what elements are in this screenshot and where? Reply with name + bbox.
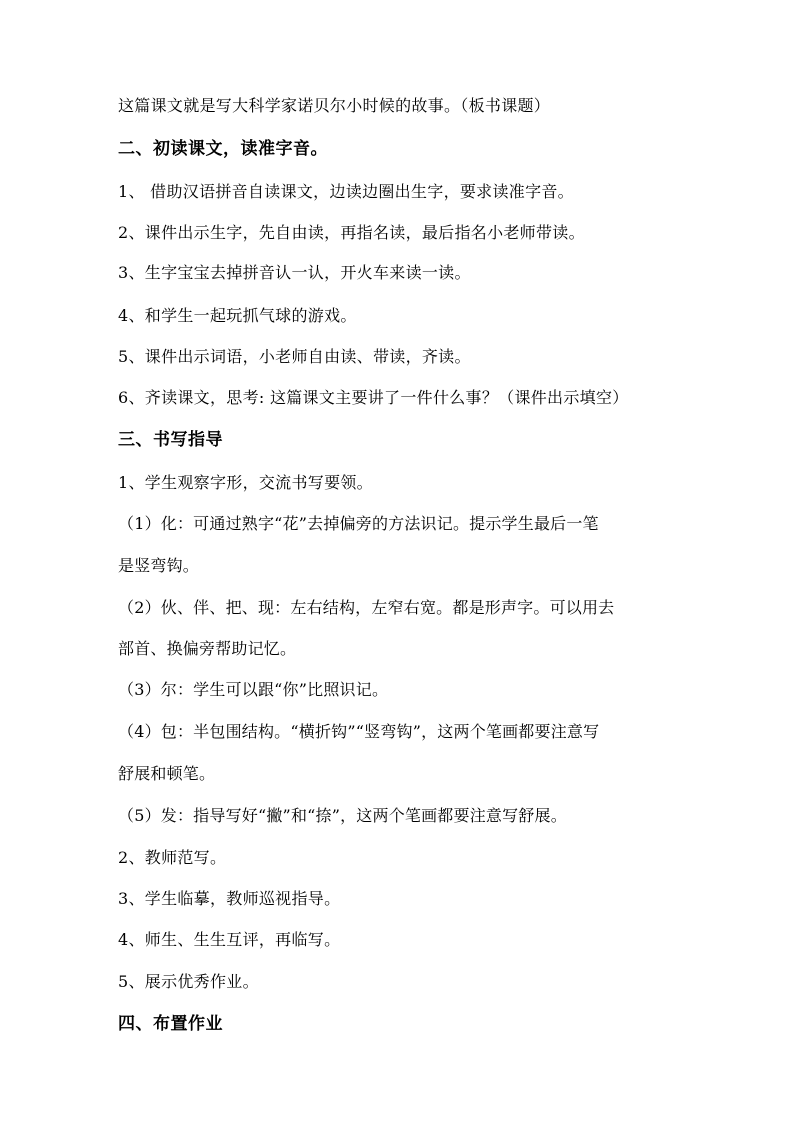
sub-item-line: 舒展和顿笔。 — [118, 764, 216, 783]
sub-item-line: （5）发：指导写好“撇”和“捺”，这两个笔画都要注意写舒展。 — [118, 806, 567, 825]
list-item: 5、课件出示词语，小老师自由读、带读，齐读。 — [118, 347, 471, 366]
section-heading-2: 二、初读课文，读准字音。 — [118, 139, 328, 159]
list-item: 4、师生、生生互评，再临写。 — [118, 930, 341, 949]
list-item: 3、学生临摹，教师巡视指导。 — [118, 889, 341, 908]
sub-item-line: （1）化：可通过熟字“花”去掉偏旁的方法识记。提示学生最后一笔 — [118, 514, 599, 533]
list-item: 5、展示优秀作业。 — [118, 972, 259, 991]
intro-paragraph: 这篇课文就是写大科学家诺贝尔小时候的故事。（板书课题） — [118, 96, 551, 115]
sub-item-line: 是竖弯钩。 — [118, 556, 200, 575]
list-item: 4、和学生一起玩抓气球的游戏。 — [118, 306, 357, 325]
sub-item-line: 部首、换偏旁帮助记忆。 — [118, 639, 297, 658]
list-item: 2、课件出示生字，先自由读，再指名读，最后指名小老师带读。 — [118, 223, 585, 242]
list-item: 1、 借助汉语拼音自读课文，边读边圈出生字，要求读准字音。 — [118, 182, 574, 201]
sub-item-line: （3）尔：学生可以跟“你”比照识记。 — [118, 680, 389, 699]
section-heading-4: 四、布置作业 — [118, 1014, 223, 1034]
list-item: 1、学生观察字形，交流书写要领。 — [118, 473, 373, 492]
section-heading-3: 三、书写指导 — [118, 430, 223, 450]
list-item: 6、齐读课文，思考: 这篇课文主要讲了一件什么事？（课件出示填空） — [118, 388, 629, 407]
list-item: 2、教师范写。 — [118, 848, 227, 867]
sub-item-line: （2）伙、伴、把、现：左右结构，左窄右宽。都是形声字。可以用去 — [118, 598, 615, 617]
sub-item-line: （4）包：半包围结构。“横折钩”“竖弯钩”，这两个笔画都要注意写 — [118, 722, 600, 741]
list-item: 3、生字宝宝去掉拼音认一认，开火车来读一读。 — [118, 263, 471, 282]
